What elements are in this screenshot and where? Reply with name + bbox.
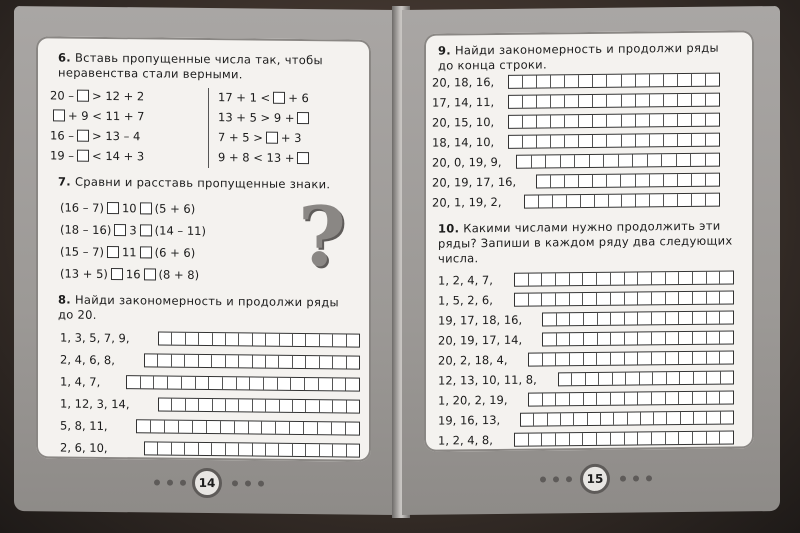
right-page <box>402 6 780 515</box>
task9-row-6-grid[interactable] <box>536 173 720 189</box>
task6-row-4-left: 19 – < 14 + 3 <box>50 148 145 164</box>
task9-row-5-grid[interactable] <box>516 153 720 169</box>
answer-box[interactable] <box>297 152 309 164</box>
task10-row-7-grid[interactable] <box>528 390 734 406</box>
task9-row-1-label: 20, 18, 16, <box>432 74 495 90</box>
left-task-card <box>36 36 371 462</box>
page-number-left: 14 <box>192 468 222 498</box>
task6-title <box>58 50 358 83</box>
task10-row-2-grid[interactable] <box>514 290 734 306</box>
task6-number: 6. <box>58 50 71 65</box>
answer-box[interactable] <box>140 202 152 214</box>
task8-row-2-grid[interactable] <box>144 353 360 369</box>
task9-row-6-label: 20, 19, 17, 16, <box>432 174 517 190</box>
task10-text: Какими числами нужно продолжить эти ряды? Запиши в каждом ряду два следующих числа. <box>438 218 733 266</box>
task9-row-7-label: 20, 1, 19, 2, <box>432 194 502 210</box>
task10-row-2-label: 1, 5, 2, 6, <box>438 293 493 308</box>
task8-row-3-grid[interactable] <box>126 375 360 391</box>
page-number-right: 15 <box>580 464 610 494</box>
task10-row-3-grid[interactable] <box>542 310 734 326</box>
task9-row-4-label: 18, 14, 10, <box>432 134 495 150</box>
task7-row-1: (16 – 7) 10 (5 + 6) <box>60 200 196 216</box>
task10-row-8-grid[interactable] <box>520 410 734 426</box>
task10-row-8-label: 19, 16, 13, <box>438 412 501 428</box>
task9-row-3-grid[interactable] <box>508 113 720 129</box>
task8-row-4-grid[interactable] <box>158 398 360 414</box>
task6-row-1-right: 17 + 1 < + 6 <box>218 90 309 106</box>
right-task-card <box>424 30 754 451</box>
task9-row-3-label: 20, 15, 10, <box>432 114 495 130</box>
task8-row-5-grid[interactable] <box>136 419 360 435</box>
task6-row-4-right: 9 + 8 < 13 + <box>218 150 312 165</box>
task9-row-7-grid[interactable] <box>524 193 720 209</box>
task6-row-3-left: 16 – > 13 – 4 <box>50 128 141 144</box>
task9-row-2-grid[interactable] <box>508 93 720 109</box>
task8-row-4-label: 1, 12, 3, 14, <box>60 396 130 412</box>
question-mark-illustration: ? <box>298 188 347 286</box>
answer-box[interactable] <box>114 224 126 236</box>
task9-number: 9. <box>438 43 451 58</box>
task8-row-3-label: 1, 4, 7, <box>60 374 101 389</box>
task7-row-2: (18 – 16) 3 (14 – 11) <box>60 222 206 239</box>
answer-box[interactable] <box>111 268 123 280</box>
task9-row-1-grid[interactable] <box>508 73 720 89</box>
task8-row-6-grid[interactable] <box>144 441 360 457</box>
task10-row-4-grid[interactable] <box>542 330 734 346</box>
answer-box[interactable] <box>297 112 309 124</box>
answer-box[interactable] <box>77 150 89 162</box>
open-workbook <box>14 6 784 526</box>
task10-title <box>438 218 744 266</box>
task7-text: Сравни и расставь пропущенные знаки. <box>74 174 331 192</box>
task10-number: 10. <box>438 221 460 236</box>
answer-box[interactable] <box>273 92 285 104</box>
task7-row-3: (15 – 7) 11 (6 + 6) <box>60 244 196 260</box>
task8-row-5-label: 5, 8, 11, <box>60 418 108 433</box>
answer-box[interactable] <box>140 246 152 258</box>
task6-divider <box>208 88 209 168</box>
task8-number: 8. <box>58 292 71 307</box>
task10-row-9-grid[interactable] <box>514 430 734 446</box>
task10-row-1-label: 1, 2, 4, 7, <box>438 273 493 288</box>
task9-row-4-grid[interactable] <box>508 133 720 149</box>
task10-row-6-label: 12, 13, 10, 11, 8, <box>438 372 537 388</box>
task6-row-2-right: 13 + 5 > 9 + <box>218 110 312 125</box>
task6-row-1-left: 20 – > 12 + 2 <box>50 88 145 104</box>
task10-row-1-grid[interactable] <box>514 270 734 286</box>
task10-row-7-label: 1, 20, 2, 19, <box>438 392 508 408</box>
answer-box[interactable] <box>107 246 119 258</box>
task8-row-2-label: 2, 4, 6, 8, <box>60 352 115 368</box>
task9-row-5-label: 20, 0, 19, 9, <box>432 154 502 170</box>
task9-row-2-label: 17, 14, 11, <box>432 94 495 110</box>
task8-row-6-label: 2, 6, 10, <box>60 440 108 455</box>
left-footer-dots <box>154 479 186 485</box>
task10-row-6-grid[interactable] <box>558 370 734 386</box>
right-footer-dots-right <box>620 475 652 481</box>
answer-box[interactable] <box>266 132 278 144</box>
task6-row-3-right: 7 + 5 > + 3 <box>218 130 302 146</box>
left-page <box>14 6 399 515</box>
answer-box[interactable] <box>144 268 156 280</box>
task8-text: Найди закономерность и продолжи ряды до 20. <box>58 292 339 322</box>
answer-box[interactable] <box>53 109 65 121</box>
task9-title <box>438 40 738 73</box>
task10-row-3-label: 19, 17, 18, 16, <box>438 312 523 328</box>
task6-text: Вставь пропущенные числа так, чтобы неравенства стали верными. <box>58 50 323 82</box>
task6-row-2-left: + 9 < 11 + 7 <box>50 108 144 123</box>
answer-box[interactable] <box>77 130 89 142</box>
left-footer-dots-right <box>232 480 264 486</box>
answer-box[interactable] <box>107 202 119 214</box>
task8-row-1-label: 1, 3, 5, 7, 9, <box>60 330 130 346</box>
task8-row-1-grid[interactable] <box>158 332 360 348</box>
task10-row-4-label: 20, 19, 17, 14, <box>438 332 523 348</box>
task7-number: 7. <box>58 174 71 189</box>
answer-box[interactable] <box>140 224 152 236</box>
task8-title <box>58 292 358 325</box>
task9-text: Найди закономерность и продолжи ряды до конца строки. <box>438 40 719 73</box>
right-footer-dots <box>540 476 572 482</box>
task10-row-5-grid[interactable] <box>528 350 734 366</box>
task10-row-9-label: 1, 2, 4, 8, <box>438 433 493 448</box>
answer-box[interactable] <box>77 90 89 102</box>
task7-row-4: (13 + 5) 16 (8 + 8) <box>60 266 200 282</box>
task10-row-5-label: 20, 2, 18, 4, <box>438 352 508 368</box>
